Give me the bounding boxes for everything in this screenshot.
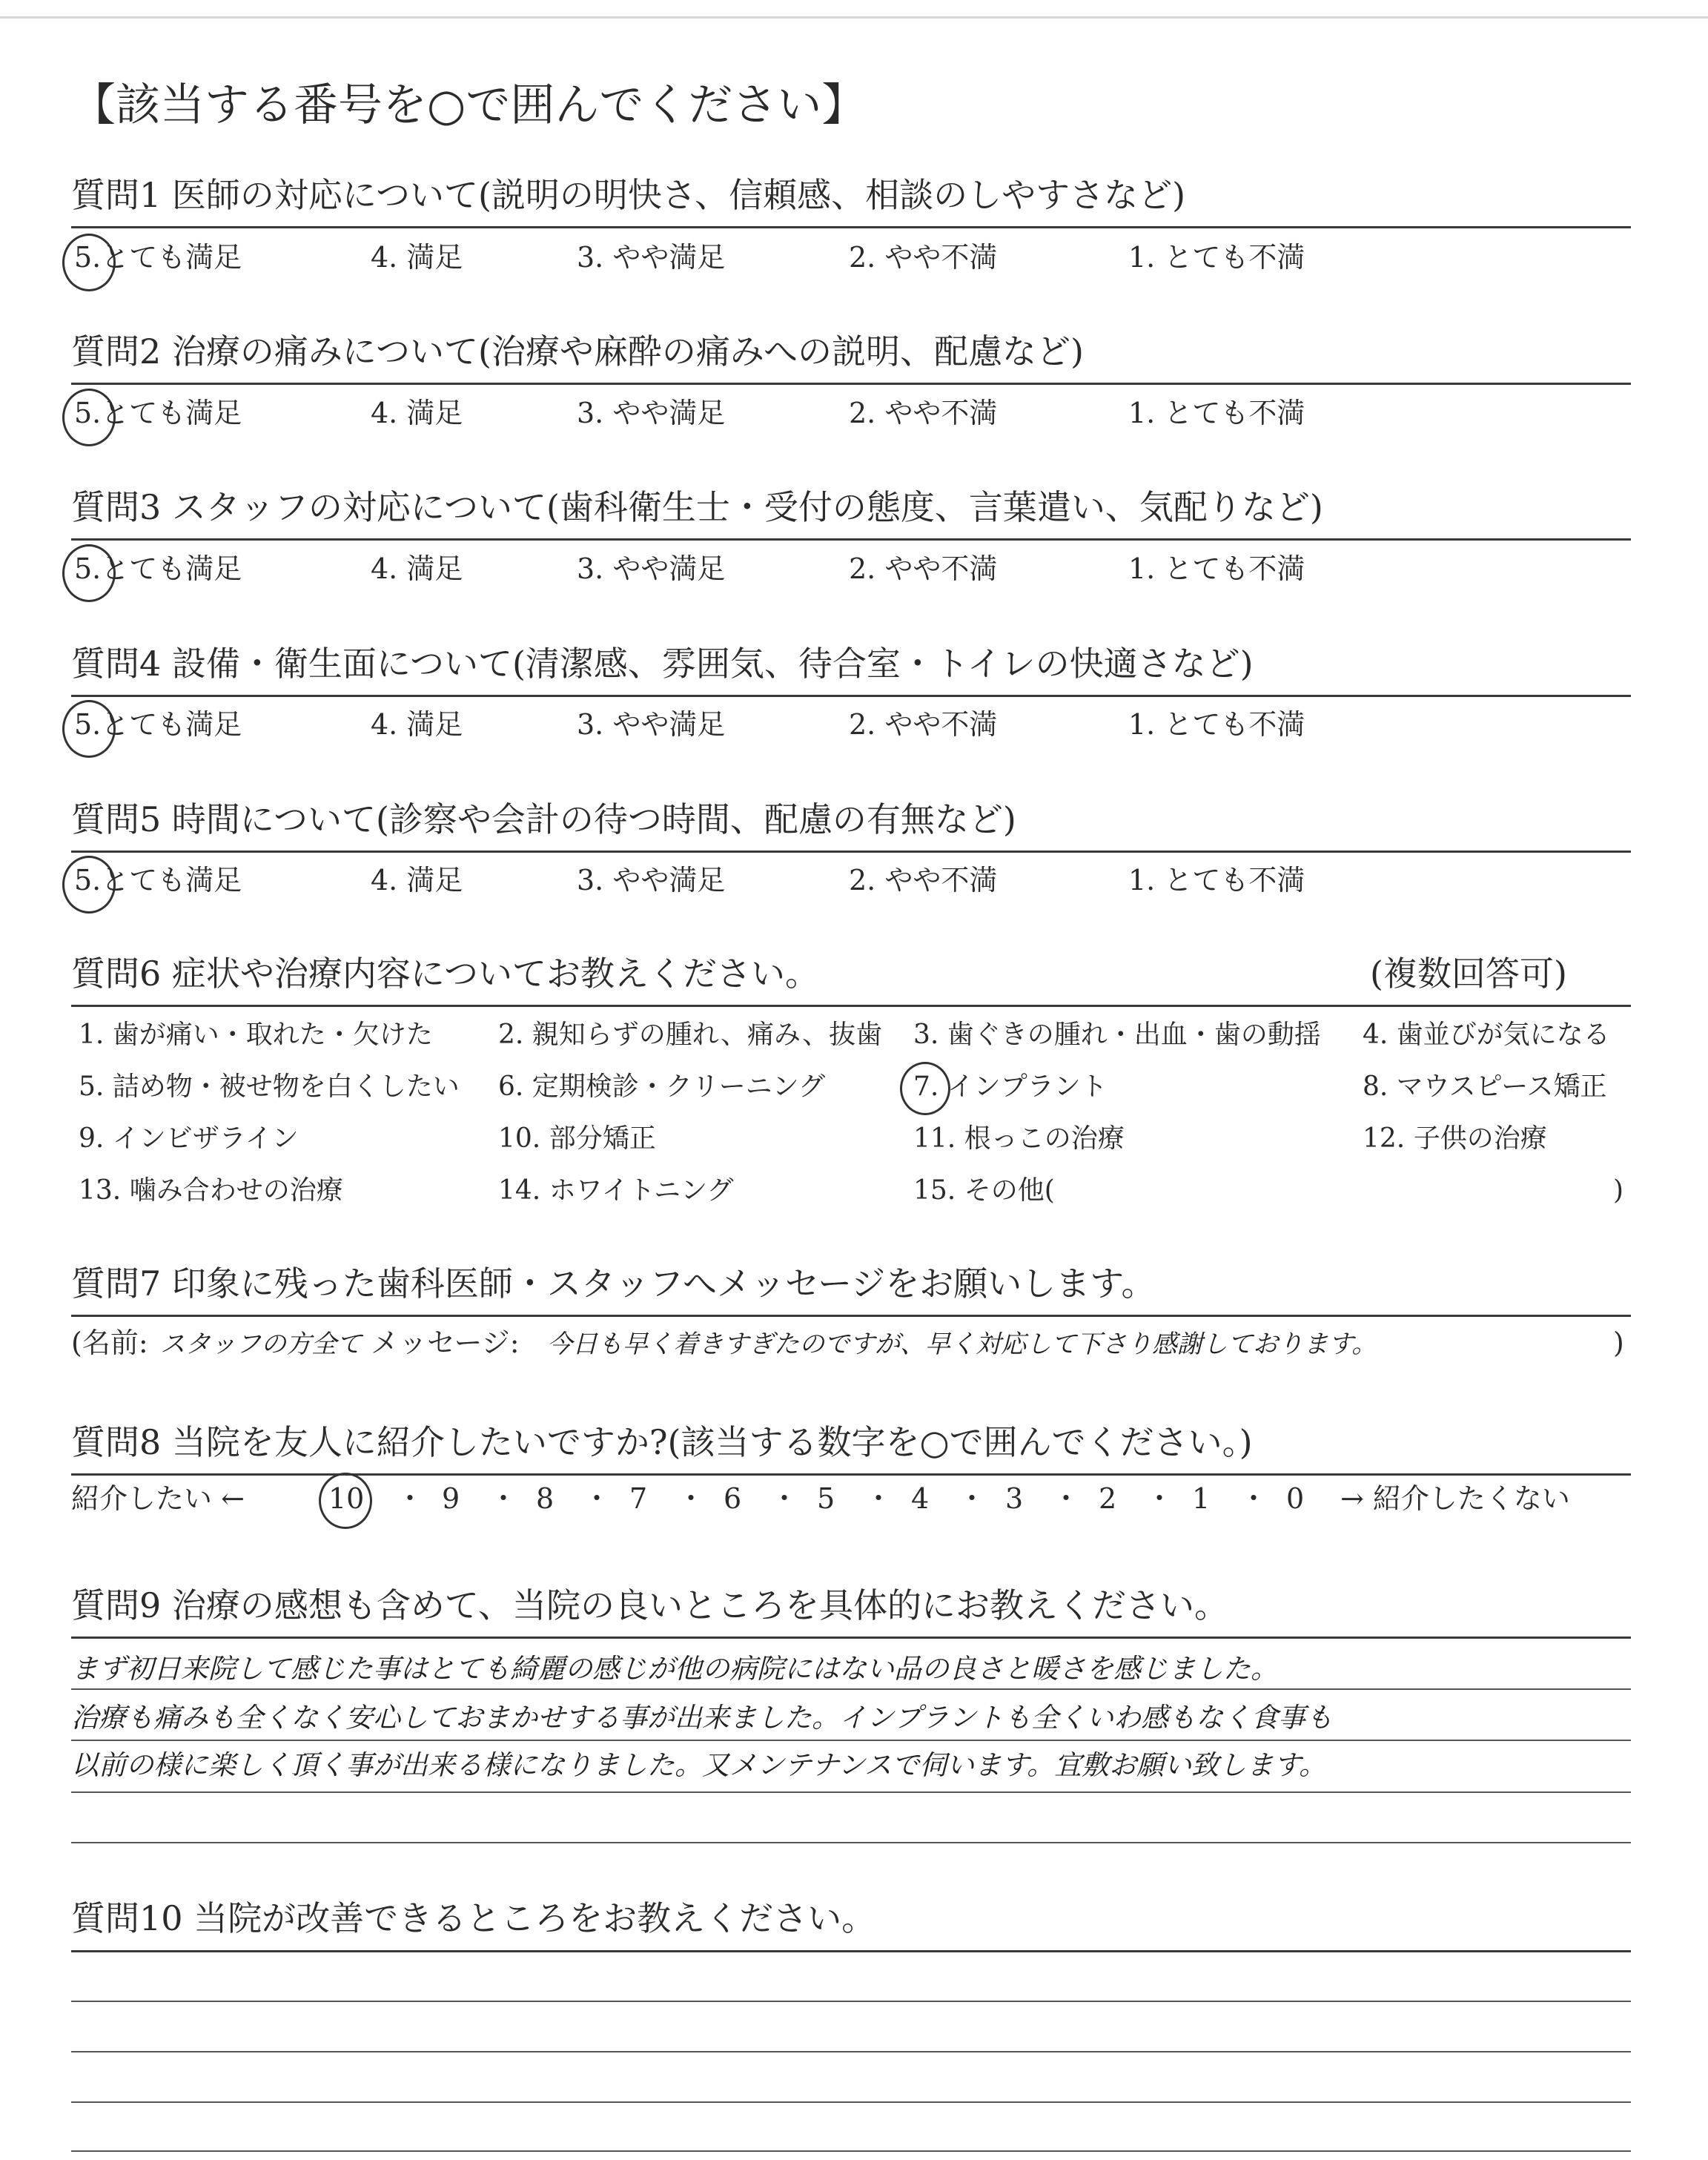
q6-item-2[interactable]: 2. 親知らずの腫れ、痛み、抜歯 (498, 1020, 883, 1050)
q5-option-2[interactable]: 2. やや不満 (849, 864, 998, 896)
q8-sep: ・ (583, 1482, 612, 1515)
q1-option-2[interactable]: 2. やや不満 (849, 241, 998, 274)
q6-item-5[interactable]: 5. 詰め物・被せ物を白くしたい (79, 1071, 460, 1102)
question-8-label: 質問8 当院を友人に紹介したいですか?(該当する数字を○で囲んでください。) (71, 1422, 1253, 1462)
question-7-label: 質問7 印象に残った歯科医師・スタッフへメッセージをお願いします。 (71, 1264, 1156, 1304)
q1-option-1[interactable]: 1. とても不満 (1128, 241, 1305, 274)
q6-item-13[interactable]: 13. 噛み合わせの治療 (79, 1175, 343, 1206)
q8-sep: ・ (1239, 1482, 1268, 1515)
q8-score-6[interactable]: 6 (724, 1482, 742, 1515)
q9-answer-line-1[interactable]: まず初日来院して感じた事はとても綺麗の感じが他の病院にはない品の良さと暖さを感じました。 (71, 1653, 1278, 1685)
q4-option-5[interactable]: 5.とても満足 (74, 708, 242, 741)
q8-score-7[interactable]: 7 (629, 1482, 648, 1515)
question-2-label: 質問2 治療の痛みについて(治療や麻酔の痛みへの説明、配慮など) (71, 331, 1084, 371)
question-4-rule (71, 695, 1631, 697)
q8-right-label: → 紹介したくない (1340, 1482, 1570, 1515)
q7-name-value[interactable]: スタッフの方全て (160, 1330, 362, 1359)
q1-option-5[interactable]: 5.とても満足 (74, 241, 242, 274)
question-10-label: 質問10 当院が改善できるところをお教えください。 (71, 1898, 876, 1938)
question-1-rule (71, 226, 1631, 228)
q3-option-1[interactable]: 1. とても不満 (1128, 552, 1305, 585)
q8-score-8[interactable]: 8 (536, 1482, 555, 1515)
q6-item-3[interactable]: 3. 歯ぐきの腫れ・出血・歯の動揺 (913, 1020, 1321, 1050)
q9-writing-line-4 (71, 1842, 1631, 1843)
q4-option-4[interactable]: 4. 満足 (371, 708, 463, 741)
q6-item-9[interactable]: 9. インビザライン (79, 1123, 299, 1154)
q9-answer-line-2[interactable]: 治療も痛みも全くなく安心しておまかせする事が出来ました。インプラントも全くいわ感もなく食事も (71, 1702, 1333, 1734)
q7-name-prefix: (名前: (71, 1327, 148, 1359)
q6-item-8[interactable]: 8. マウスピース矯正 (1363, 1071, 1607, 1102)
q6-item-1[interactable]: 1. 歯が痛い・取れた・欠けた (79, 1020, 433, 1050)
q8-sep: ・ (770, 1482, 799, 1515)
q2-option-2[interactable]: 2. やや不満 (849, 397, 998, 429)
q8-score-9[interactable]: 9 (442, 1482, 460, 1515)
question-3-label: 質問3 スタッフの対応について(歯科衛生士・受付の態度、言葉遣い、気配りなど) (71, 487, 1323, 527)
scan-edge (0, 16, 1708, 19)
q6-item-7[interactable]: 7. インプラント (913, 1071, 1108, 1102)
q8-sep: ・ (489, 1482, 518, 1515)
q8-sep: ・ (396, 1482, 425, 1515)
question-5-label: 質問5 時間について(診察や会計の待つ時間、配慮の有無など) (71, 799, 1016, 839)
question-9-rule (71, 1636, 1631, 1639)
question-4-label: 質問4 設備・衛生面について(清潔感、雰囲気、待合室・トイレの快適さなど) (71, 644, 1254, 684)
q3-option-3[interactable]: 3. やや満足 (577, 552, 726, 585)
q2-option-3[interactable]: 3. やや満足 (577, 397, 726, 429)
question-3-rule (71, 538, 1631, 541)
q1-option-3[interactable]: 3. やや満足 (577, 241, 726, 274)
q8-sep: ・ (1052, 1482, 1081, 1515)
question-2-rule (71, 383, 1631, 385)
q9-writing-line-1 (71, 1688, 1631, 1690)
q8-score-1[interactable]: 1 (1192, 1482, 1211, 1515)
q8-sep: ・ (677, 1482, 706, 1515)
q7-message-prefix: メッセージ: (371, 1327, 520, 1359)
q8-sep: ・ (864, 1482, 893, 1515)
question-10-rule (71, 1950, 1631, 1952)
q4-option-2[interactable]: 2. やや不満 (849, 708, 998, 741)
q6-item-11[interactable]: 11. 根っこの治療 (913, 1123, 1125, 1154)
q8-score-0[interactable]: 0 (1286, 1482, 1305, 1515)
q5-option-4[interactable]: 4. 満足 (371, 864, 463, 896)
question-7-rule (71, 1315, 1631, 1317)
question-6-note: (複数回答可) (1370, 954, 1567, 994)
q9-writing-line-2 (71, 1740, 1631, 1741)
q8-score-5[interactable]: 5 (817, 1482, 835, 1515)
q5-option-5[interactable]: 5.とても満足 (74, 864, 242, 896)
q8-sep: ・ (1145, 1482, 1174, 1515)
q3-option-4[interactable]: 4. 満足 (371, 552, 463, 585)
q8-sep: ・ (958, 1482, 987, 1515)
q6-item-14[interactable]: 14. ホワイトニング (498, 1175, 734, 1206)
q5-option-3[interactable]: 3. やや満足 (577, 864, 726, 896)
question-6-rule (71, 1005, 1631, 1007)
q10-writing-line-3[interactable] (71, 2101, 1631, 2103)
q8-score-4[interactable]: 4 (911, 1482, 930, 1515)
q7-message-value[interactable]: 今日も早く着きすぎたのですが、早く対応して下さり感謝しております。 (547, 1330, 1377, 1359)
q6-item-10[interactable]: 10. 部分矯正 (498, 1123, 656, 1154)
q4-option-3[interactable]: 3. やや満足 (577, 708, 726, 741)
q9-answer-line-3[interactable]: 以前の様に楽しく頂く事が出来る様になりました。又メンテナンスで伺います。宜敷お願い致します。 (71, 1749, 1327, 1781)
q10-writing-line-4[interactable] (71, 2150, 1631, 2152)
q8-left-label: 紹介したい ← (71, 1482, 245, 1515)
q6-item-15-close: ) (1613, 1175, 1624, 1206)
question-5-rule (71, 851, 1631, 853)
q3-option-5[interactable]: 5.とても満足 (74, 552, 242, 585)
q6-item-6[interactable]: 6. 定期検診・クリーニング (498, 1071, 826, 1102)
q5-option-1[interactable]: 1. とても不満 (1128, 864, 1305, 896)
q3-option-2[interactable]: 2. やや不満 (849, 552, 998, 585)
question-6-label: 質問6 症状や治療内容についてお教えください。 (71, 954, 819, 994)
q10-writing-line-1[interactable] (71, 2001, 1631, 2002)
q2-option-1[interactable]: 1. とても不満 (1128, 397, 1305, 429)
q8-score-10[interactable]: 10 (328, 1482, 365, 1515)
q6-item-15[interactable]: 15. その他( (913, 1175, 1055, 1206)
q8-score-3[interactable]: 3 (1005, 1482, 1024, 1515)
q1-option-4[interactable]: 4. 満足 (371, 241, 463, 274)
question-1-label: 質問1 医師の対応について(説明の明快さ、信頼感、相談のしやすさなど) (71, 175, 1186, 215)
q6-item-4[interactable]: 4. 歯並びが気になる (1363, 1020, 1610, 1050)
q4-option-1[interactable]: 1. とても不満 (1128, 708, 1305, 741)
q6-item-12[interactable]: 12. 子供の治療 (1363, 1123, 1547, 1154)
q2-option-4[interactable]: 4. 満足 (371, 397, 463, 429)
q2-option-5[interactable]: 5.とても満足 (74, 397, 242, 429)
question-9-label: 質問9 治療の感想も含めて、当院の良いところを具体的にお教えください。 (71, 1585, 1228, 1625)
q10-writing-line-2[interactable] (71, 2051, 1631, 2052)
q8-score-2[interactable]: 2 (1099, 1482, 1117, 1515)
q9-writing-line-3 (71, 1791, 1631, 1793)
q7-close: ) (1613, 1327, 1624, 1359)
form-title: 【該当する番号を○で囲んでください】 (71, 79, 867, 131)
question-8-rule (71, 1473, 1631, 1476)
